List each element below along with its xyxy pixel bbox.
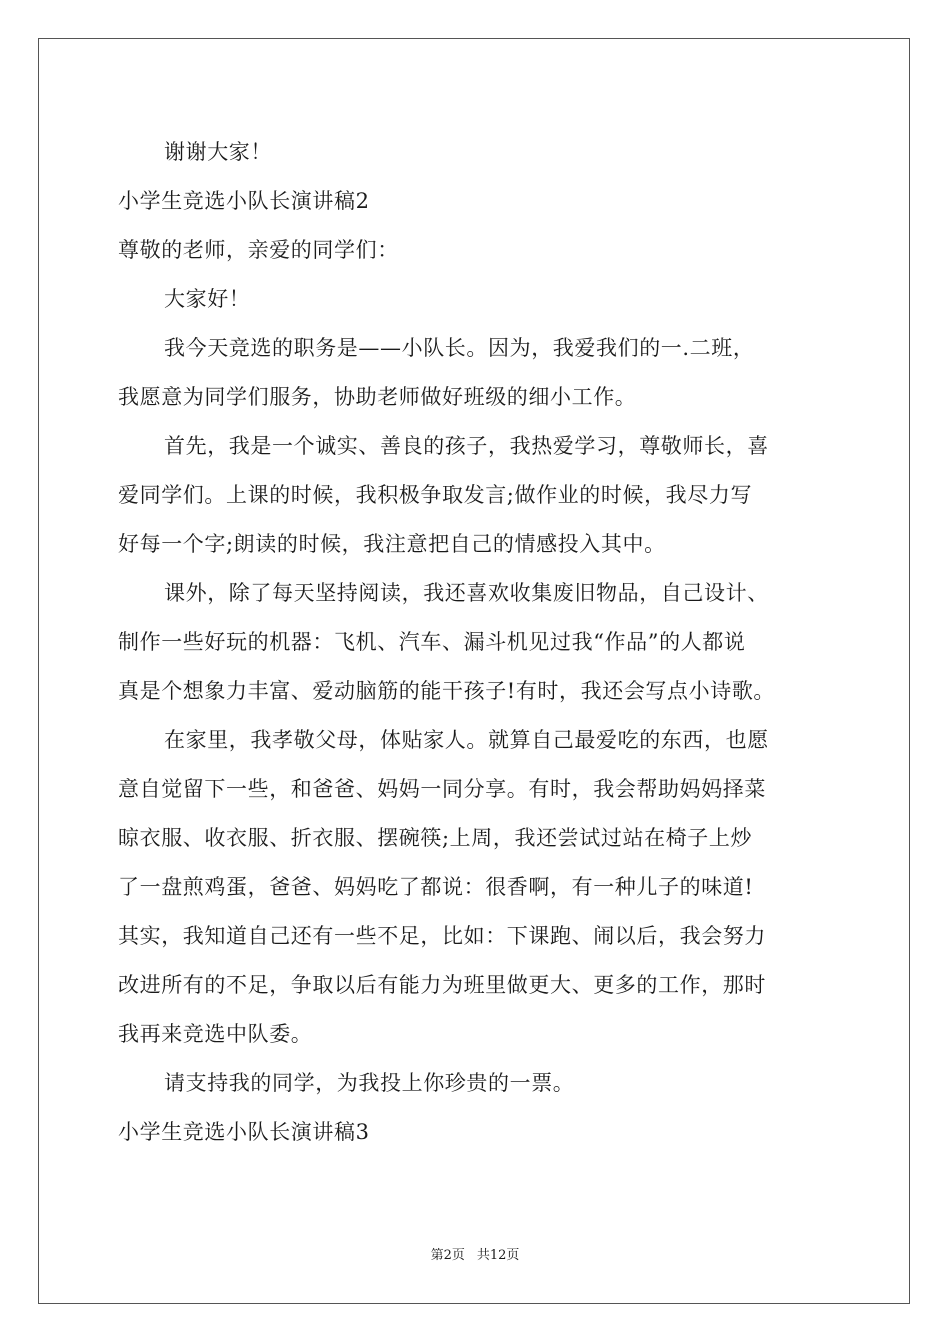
text-line: 谢谢大家！ [164,140,272,164]
text-line: 我愿意为同学们服务，协助老师做好班级的细小工作。 [118,385,637,409]
section-heading: 小学生竞选小队长演讲稿2 [118,189,370,213]
salutation: 尊敬的老师，亲爱的同学们： [118,238,399,262]
text-line: 好每一个字;朗读的时候，我注意把自己的情感投入其中。 [118,532,666,556]
text-line: 了一盘煎鸡蛋，爸爸、妈妈吃了都说：很香啊，有一种儿子的味道! [118,875,754,899]
greeting: 大家好！ [164,287,251,311]
text-line: 其实，我知道自己还有一些不足，比如：下课跑、闹以后，我会努力 [118,924,766,948]
text-line: 意自觉留下一些，和爸爸、妈妈一同分享。有时，我会帮助妈妈择菜 [118,777,766,801]
page-total: 共12页 [476,1248,520,1263]
text-line: 制作一些好玩的机器：飞机、汽车、漏斗机见过我“作品”的人都说 [118,630,746,654]
page-footer [0,1246,950,1266]
document-body [118,128,836,1157]
text-line: 课外，除了每天坚持阅读，我还喜欢收集废旧物品，自己设计、 [164,581,769,605]
text-line: 晾衣服、收衣服、折衣服、摆碗筷;上周，我还尝试过站在椅子上炒 [118,826,753,850]
text-line: 改进所有的不足，争取以后有能力为班里做更大、更多的工作，那时 [118,973,766,997]
text-line: 首先，我是一个诚实、善良的孩子，我热爱学习，尊敬师长，喜 [164,434,769,458]
text-line: 在家里，我孝敬父母，体贴家人。就算自己最爱吃的东西，也愿 [164,728,769,752]
text-line: 请支持我的同学，为我投上你珍贵的一票。 [164,1071,575,1095]
section-heading: 小学生竞选小队长演讲稿3 [118,1120,370,1144]
page-number: 第2页 [430,1248,465,1263]
text-line: 爱同学们。上课的时候，我积极争取发言;做作业的时候，我尽力写 [118,483,753,507]
text-line: 我今天竞选的职务是——小队长。因为，我爱我们的一.二班， [164,336,755,360]
text-line: 我再来竞选中队委。 [118,1022,313,1046]
text-line: 真是个想象力丰富、爱动脑筋的能干孩子!有时，我还会写点小诗歌。 [118,679,776,703]
